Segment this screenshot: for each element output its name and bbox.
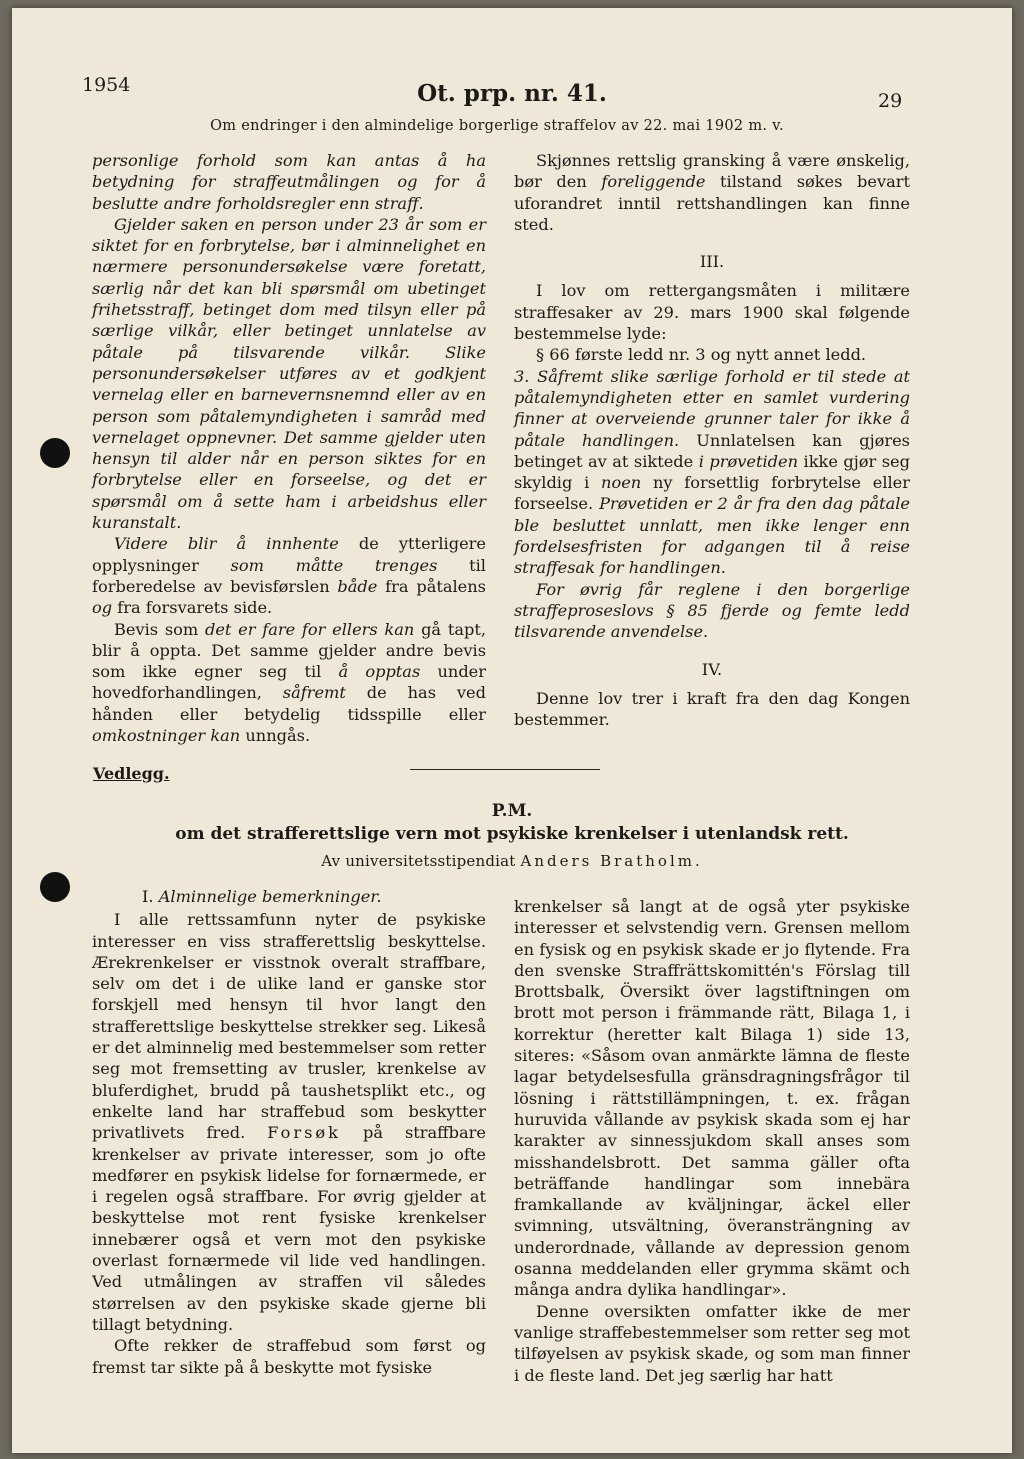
paragraph: personlige forhold som kan antas å ha betydning for straffeutmålingen og for å beslutte andre forholdsregler enn straff.: [92, 151, 486, 213]
vedlegg-label: Vedlegg.: [93, 764, 170, 783]
top-right-column: [514, 150, 910, 730]
punch-hole: [40, 438, 70, 468]
pm-title: P.M.: [491, 801, 533, 821]
paragraph: § 66 første ledd nr. 3 og nytt annet ledd.: [536, 345, 867, 365]
section-heading: III.: [699, 252, 725, 272]
header-year: 1954: [82, 74, 131, 96]
top-left-column: [92, 150, 486, 746]
paragraph: For øvrig får reglene i den borgerlige straffeproseslovs § 85 fjerde og femte ledd tilsvarende anvendelse.: [514, 579, 910, 642]
paragraph: I alle rettssamfunn nyter de psykiske interesser en viss strafferettslig beskyttelse. Ærekrenkelser er visstnok overalt straffbare, selv om det i de ulike land er ganske stor forskjell med hensyn til hvor langt den strafferettslige beskyttelse strekker seg. Likeså er det alminnelig med bestemmelser som retter seg mot fremsetting av trusler, krenkelse av bluferdighet, brudd på taushetsplikt etc., og enkelte land har straffebud som beskytter privatlivets fred. Forsøk på straffbare krenkelser av private interesser, som jo ofte medfører en psykisk lidelse for fornærmede, er i regelen også straffbare. For øvrig gjelder at beskyttelse mot rent fysiske krenkelser innebærer også et vern mot den psykiske overlast fornærmede vil lide ved handlingen. Ved utmålingen av straffen vil således størrelsen av den psykiske skade gjerne bli tillagt betydning.: [92, 910, 486, 1334]
header-title: Ot. prp. nr. 41.: [417, 80, 607, 107]
paragraph: krenkelser så langt at de også yter psykiske interesser et selvstendig vern. Grensen mellom en fysisk og en psykisk skade er jo flytende. Fra den svenske Straffrättskomittén's Förslag till Brottsbalk, Översikt över lagstiftningen om brott mot person i främmande rätt, Bilaga 1, i korrektur (heretter kalt Bilaga 1) side 13, siteres: «Såsom ovan anmärkte lämna de fleste lagar betydelsesfulla gränsdragningsfrågor til lösning i rättstillämpningen, t. ex. frågan huruvida vållande av psykisk skada som ej har karakter av sinnessjukdom skall anses som misshandelsbrott. Det samma gäller ofta beträffande handlingar som innebära framkallande av kväljningar, äckel eller svimning, utsvältning, överansträngning av underordnade, vållande av depression genom osanna meddelanden eller grymma skämt och många andra dylika handlingar».: [514, 897, 910, 1300]
header-subtitle: Om endringer i den almindelige borgerlige straffelov av 22. mai 1902 m. v.: [210, 118, 784, 134]
page-number: 29: [878, 90, 903, 112]
paragraph: Videre blir å innhente de ytterligere opplysninger som måtte trenges til forberedelse av bevisførslen både fra påtalens og fra forsvarets side.: [92, 534, 486, 618]
section-divider: [410, 769, 600, 770]
paragraph: Ofte rekker de straffebud som først og fremst tar sikte på å beskytte mot fysiske: [92, 1336, 486, 1377]
paragraph: Skjønnes rettslig gransking å være ønskelig, bør den foreliggende tilstand søkes bevart uforandret inntil rettshandlingen kan finne sted.: [514, 151, 910, 234]
section-heading: IV.: [701, 659, 723, 679]
bottom-left-column: [92, 886, 486, 1378]
paragraph: Bevis som det er fare for ellers kan gå tapt, blir å oppta. Det samme gjelder andre bevis som ikke egner seg til å opptas under hovedforhandlingen, såfremt de has ved hånden eller betydelig tidsspille eller omkostninger kan unngås.: [92, 619, 486, 746]
paragraph: 3. Såfremt slike særlige forhold er til stede at påtalemyndigheten etter en samlet vurdering finner at overveiende grunner taler for ikke å påtale handlingen. Unnlatelsen kan gjøres betinget av at siktede i prøvetiden ikke gjør seg skyldig i noen ny forsettlig forbrytelse eller forseelse. Prøvetiden er 2 år fra den dag påtale ble besluttet unnlatt, men ikke lenger enn fordelsesfristen for adgangen til å reise straffesak for handlingen.: [514, 366, 910, 578]
punch-hole: [40, 872, 70, 902]
paragraph: Denne lov trer i kraft fra den dag Kongen bestemmer.: [514, 688, 910, 730]
paragraph: Denne oversikten omfatter ikke de mer vanlige straffebestemmelser som retter seg mot tilføyelsen av psykisk skade, og som man finner i de fleste land. Det jeg særlig har hatt: [514, 1301, 910, 1385]
pm-subtitle: om det strafferettslige vern mot psykiske krenkelser i utenlandsk rett.: [175, 824, 849, 844]
document-page: [12, 8, 1012, 1453]
bottom-right-column: [514, 896, 910, 1386]
paragraph: I lov om rettergangsmåten i militære straffesaker av 29. mars 1900 skal følgende bestemmelse lyde:: [514, 281, 910, 344]
pm-author: Av universitetsstipendiat Anders Bratholm.: [321, 852, 703, 870]
subsection-heading: I. Alminnelige bemerkninger.: [142, 887, 382, 906]
paragraph: Gjelder saken en person under 23 år som er siktet for en forbrytelse, bør i alminnelighet en nærmere personundersøkelse være foretatt, særlig når det kan bli spørsmål om ubetinget frihetsstraff, betinget dom med tilsyn eller på særlige vilkår, eller betinget unnlatelse av påtale på tilsvarende vilkår. Slike personundersøkelser utføres av et godkjent vernelag eller en barnevernsnemnd eller av en person som påtalemyndigheten i samråd med vernelaget oppnevner. Det samme gjelder uten hensyn til alder når en person siktes for en forbrytelse eller en forseelse, og det er spørsmål om å sette ham i arbeidshus eller kuranstalt.: [92, 214, 486, 533]
